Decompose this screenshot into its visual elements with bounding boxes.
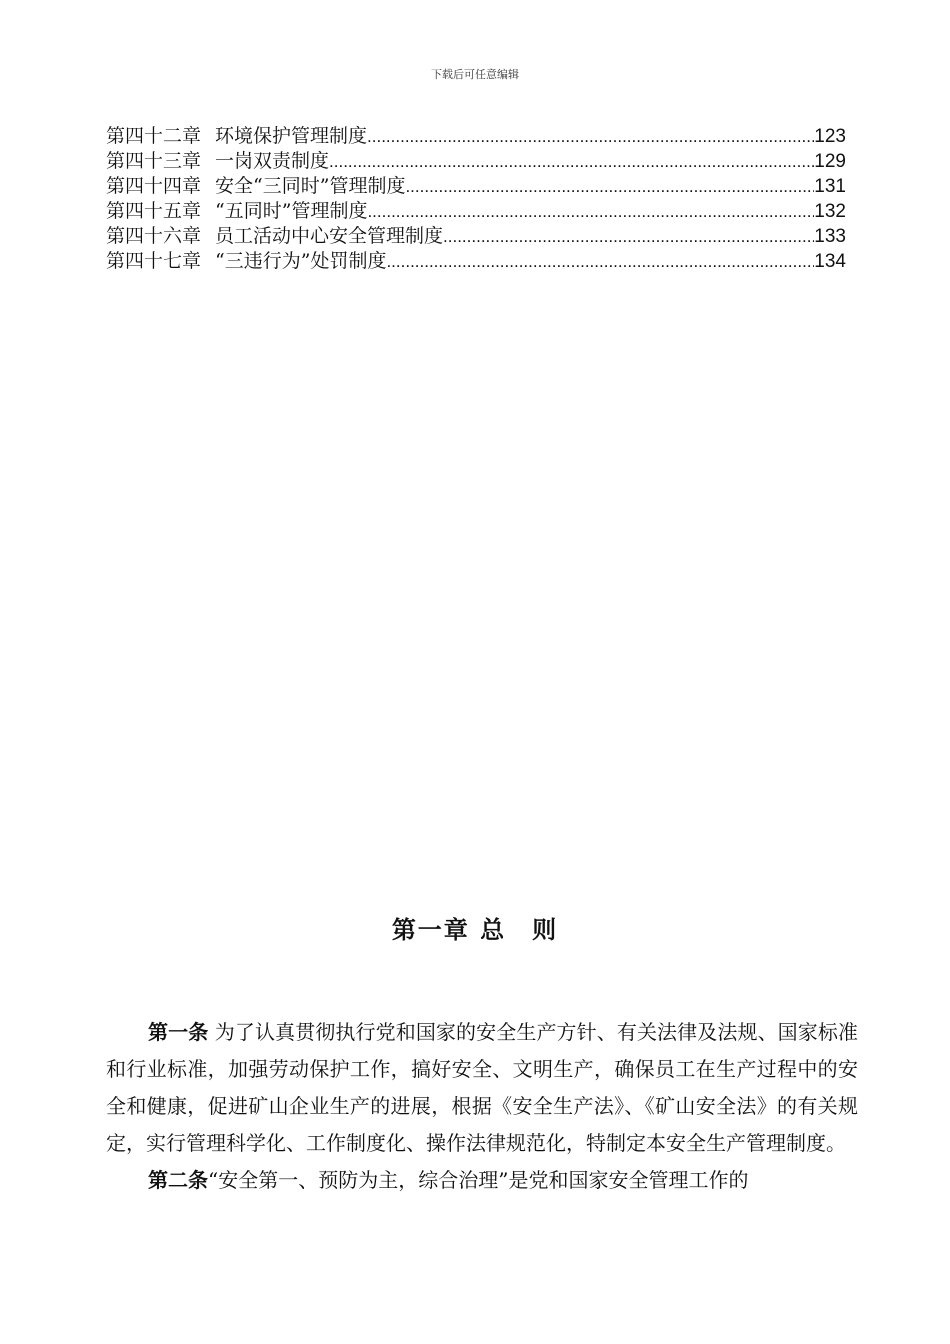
chapter-body [106,1014,858,1199]
toc-chapter-number: 第四十五章 [106,200,202,222]
article-label: 第一条 [148,1020,209,1044]
toc-dot-leader [367,199,814,224]
toc-page-number: 132 [814,201,846,222]
toc-chapter-title: 员工活动中心安全管理制度 [215,225,444,247]
toc-entry[interactable] [106,174,846,199]
toc-page-number: 129 [814,151,846,172]
toc-page-number: 134 [814,251,846,272]
toc-entry[interactable] [106,199,846,224]
article-text: “安全第一、预防为主，综合治理”是党和国家安全管理工作的 [208,1168,749,1192]
header-note: 下载后可任意编辑 [431,68,519,81]
toc-chapter-title: “三违行为”处罚制度 [215,250,387,272]
article-text: 为了认真贯彻执行党和国家的安全生产方针、有关法律及法规、国家标准和行业标准，加强劳动保护工作，搞好安全、文明生产，确保员工在生产过程中的安全和健康，促进矿山企业生产的进展，根据《安全生产法》、《矿山安全法》的有关规定，实行管理科学化、工作制度化、操作法律规范化，特制定本安全生产管理制度。 [106,1020,858,1155]
article-label: 第二条 [148,1168,208,1192]
toc-entry[interactable] [106,224,846,249]
toc-dot-leader [386,249,814,274]
article-paragraph [106,1162,858,1199]
toc-page-number: 123 [814,126,846,147]
article-paragraph [106,1014,858,1162]
toc-chapter-number: 第四十四章 [106,175,202,197]
toc-dot-leader [367,124,814,149]
toc-entry[interactable] [106,149,846,174]
toc-chapter-title: 安全“三同时”管理制度 [215,175,406,197]
toc-chapter-number: 第四十七章 [106,250,202,272]
toc-dot-leader [329,149,814,174]
toc-chapter-title: “五同时”管理制度 [215,200,368,222]
toc-dot-leader [405,174,814,199]
chapter-heading: 第一章 总 则 [391,916,559,944]
toc-dot-leader [443,224,814,249]
toc-page-number: 131 [814,176,846,197]
toc-chapter-number: 第四十二章 [106,125,202,147]
table-of-contents [106,124,846,274]
toc-chapter-number: 第四十三章 [106,150,202,172]
toc-chapter-number: 第四十六章 [106,225,202,247]
toc-page-number: 133 [814,226,846,247]
toc-chapter-title: 环境保护管理制度 [215,125,368,147]
toc-chapter-title: 一岗双责制度 [215,150,330,172]
toc-entry[interactable] [106,124,846,149]
toc-entry[interactable] [106,249,846,274]
